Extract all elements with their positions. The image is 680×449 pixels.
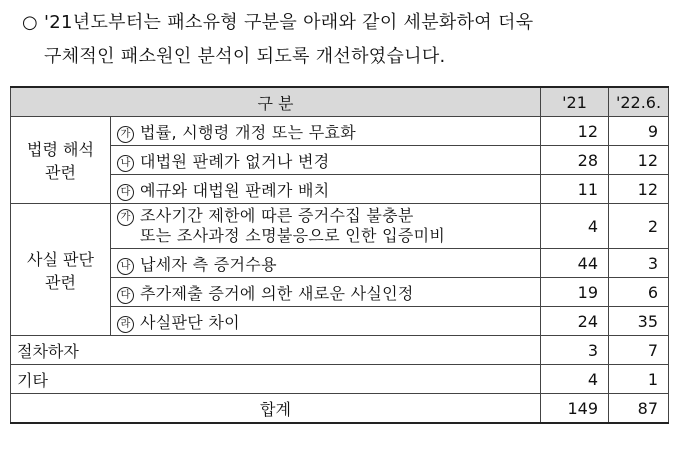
item-cell: 라 사실판단 차이 (111, 307, 541, 336)
item-cell: 가 조사기간 제한에 따른 증거수집 불충분 또는 조사과정 소명불응으로 인한 입증미비 (111, 204, 541, 249)
group-category-law: 법령 해석 관련 (11, 117, 111, 204)
value-2021: 4 (541, 204, 609, 249)
table-header-row (11, 87, 669, 117)
value-2022-6: 9 (609, 117, 669, 146)
marker-na-icon: 나 (117, 155, 134, 172)
value-2022-6: 35 (609, 307, 669, 336)
value-2022-6: 12 (609, 146, 669, 175)
header-2021: '21 (541, 87, 609, 117)
intro-line-1: '21년도부터는 패소유형 구분을 아래와 같이 세분화하여 더욱 (44, 12, 534, 33)
table-row (11, 204, 669, 249)
total-label: 합계 (11, 394, 541, 424)
value-2021: 12 (541, 117, 609, 146)
value-2021: 44 (541, 249, 609, 278)
value-2022-6: 2 (609, 204, 669, 249)
table-total-row (11, 394, 669, 424)
marker-ga-icon: 가 (117, 209, 134, 226)
value-2021: 11 (541, 175, 609, 204)
item-cell: 가 법률, 시행령 개정 또는 무효화 (111, 117, 541, 146)
total-2022-6: 87 (609, 394, 669, 424)
item-cell: 나 납세자 측 증거수용 (111, 249, 541, 278)
row-label-procedure: 절차하자 (11, 336, 541, 365)
table-row (11, 117, 669, 146)
item-cell: 다 예규와 대법원 판례가 배치 (111, 175, 541, 204)
value-2021: 4 (541, 365, 609, 394)
table-row (11, 365, 669, 394)
marker-ra-icon: 라 (117, 316, 134, 333)
marker-ga-icon: 가 (117, 126, 134, 143)
row-label-other: 기타 (11, 365, 541, 394)
intro-paragraph (22, 6, 672, 74)
item-cell: 나 대법원 판례가 없거나 변경 (111, 146, 541, 175)
value-2021: 19 (541, 278, 609, 307)
bullet-circle-icon: ○ (22, 12, 39, 33)
loss-type-table (10, 86, 669, 424)
table-row (11, 336, 669, 365)
group-category-fact: 사실 판단 관련 (11, 204, 111, 336)
marker-da-icon: 다 (117, 184, 134, 201)
value-2022-6: 12 (609, 175, 669, 204)
header-2022-6: '22.6. (609, 87, 669, 117)
value-2022-6: 6 (609, 278, 669, 307)
value-2022-6: 1 (609, 365, 669, 394)
total-2021: 149 (541, 394, 609, 424)
marker-da-icon: 다 (117, 287, 134, 304)
item-cell: 다 추가제출 증거에 의한 새로운 사실인정 (111, 278, 541, 307)
value-2021: 24 (541, 307, 609, 336)
header-category: 구 분 (11, 87, 541, 117)
intro-line-2: 구체적인 패소원인 분석이 되도록 개선하였습니다. (44, 46, 446, 67)
marker-na-icon: 나 (117, 258, 134, 275)
value-2021: 3 (541, 336, 609, 365)
value-2021: 28 (541, 146, 609, 175)
value-2022-6: 7 (609, 336, 669, 365)
value-2022-6: 3 (609, 249, 669, 278)
